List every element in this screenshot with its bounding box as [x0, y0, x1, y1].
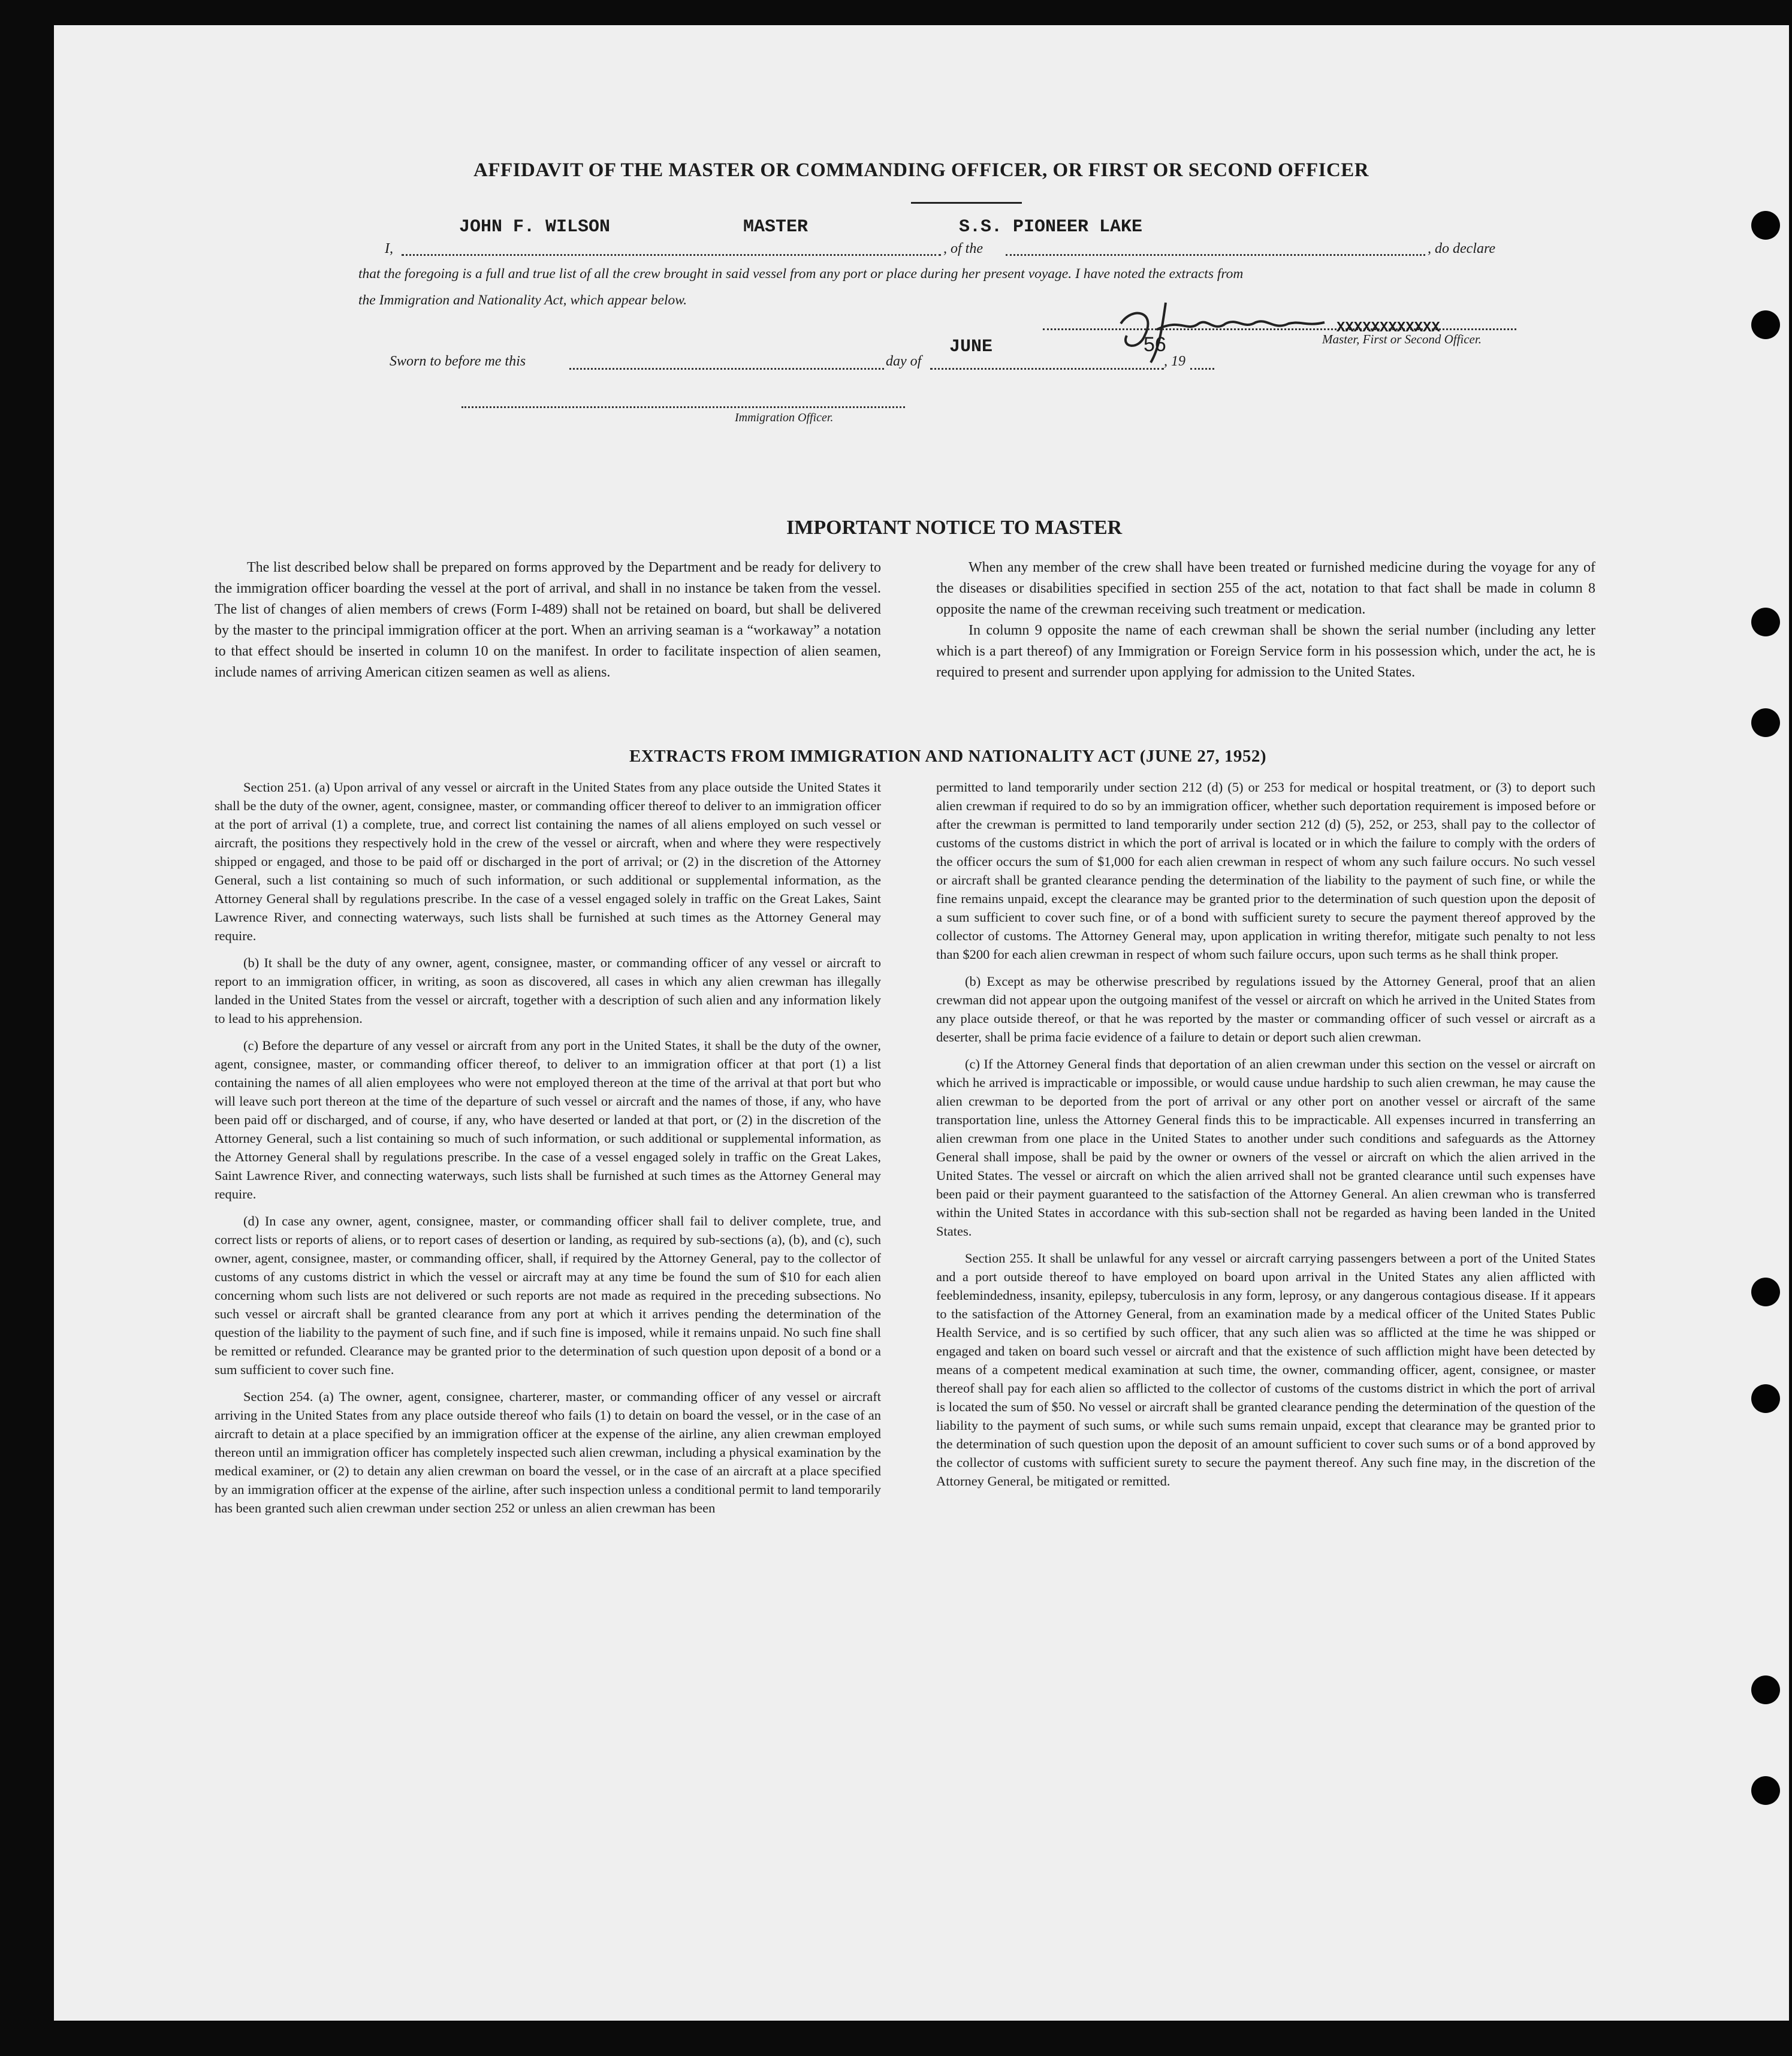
master-rank: MASTER: [743, 217, 808, 237]
notice-right-column: [936, 557, 1595, 683]
master-name: JOHN F. WILSON: [459, 217, 611, 237]
day-of-label: day of: [886, 354, 922, 369]
do-declare-label: , do declare: [1428, 241, 1496, 256]
extract-paragraph: Section 255. It shall be unlawful for any vessel or aircraft carrying passengers between a port of the United States and a port outside thereof to have employed on board upon arrival in the United States any alien afflicted with feeblemindedness, insanity, epilepsy, tuberculosis in any form, leprosy, or any dangerous contagious disease. If it appears to the satisfaction of the Attorney General, from an examination made by a medical officer of the United States Public Health Service, and is so certified by such officer, that any such alien was so afflicted at the time he was shipped or engaged and taken on board such vessel or aircraft and that the existence of such affliction might have been detected by means of a competent medical examination at such time, the owner, commanding officer, agent, consignee, or master thereof shall pay for each alien so afflicted to the collector of customs of the customs district in which the port of arrival is located the sum of $50. No vessel or aircraft shall be granted clearance pending the determination of the question of the liability to the payment of such sums, or while such sums remain unpaid, except that clearance may be granted prior to the determination of such question upon the deposit of an amount sufficient to cover such sums or of a bond approved by the collector of customs with sufficient surety to secure the payment thereof. Any such fine may, in the discretion of the Attorney General, be mitigated or remitted.: [936, 1251, 1595, 1489]
signature-line: [1043, 328, 1516, 330]
sworn-year-line: [1190, 368, 1214, 370]
extract-paragraph: Section 251. (a) Upon arrival of any vessel or aircraft in the United States from any place outside the United States it shall be the duty of the owner, agent, consignee, master, or commanding officer thereof to deliver to an immigration officer at the port of arrival (1) a complete, true, and correct list containing the names of all aliens employed on such vessel or aircraft, the positions they respectively hold in the crew of the vessel or aircraft, when and where they were respectively shipped or engaged, and those to be paid off or discharged in the port of arrival; or (2) in the discretion of the Attorney General, such a list containing so much of such information, or such additional or supplemental information, as the Attorney General shall by regulations prescribe. In the case of a vessel engaged solely in traffic on the Great Lakes, Saint Lawrence River, and connecting waterways, such lists shall be furnished at such times as the Attorney General may require.: [215, 780, 881, 943]
punch-hole: [1751, 708, 1780, 737]
document-page: [54, 25, 1789, 2021]
sworn-month: JUNE: [949, 337, 993, 357]
title-divider: [911, 202, 1022, 204]
notice-right-paragraph-2: In column 9 opposite the name of each crewman shall be shown the serial number (including any letter which is a part thereof) of any Immigration or Foreign Service form in his possession which, under the act, he is required to present and surrender upon applying for admission to the United States.: [936, 623, 1595, 680]
vessel-line: [1006, 254, 1425, 256]
immigration-officer-label: Immigration Officer.: [735, 411, 834, 424]
i-label: I,: [385, 241, 393, 256]
notice-right-paragraph-1: When any member of the crew shall have been treated or furnished medicine during the voyage for any of the diseases or disabilities specified in section 255 of the act, notation to that fact shall be made in column 8 opposite the name of the crewman receiving such treatment or medication.: [936, 560, 1595, 617]
struck-through-text: XXXXXXXXXXXX: [1337, 320, 1440, 336]
extracts-right-column: [936, 778, 1595, 1499]
sworn-day-line: [569, 368, 884, 370]
vessel-name: S.S. PIONEER LAKE: [959, 217, 1143, 237]
punch-hole: [1751, 211, 1780, 240]
officer-title: Master, First or Second Officer.: [1322, 332, 1482, 346]
notice-left-paragraph: The list described below shall be prepared on forms approved by the Department and be ready for delivery to the immigration officer boarding the vessel at the port of arrival, and shall in no instance be taken from the vessel. The list of changes of alien members of crews (Form I-489) shall not be retained on board, but shall be delivered by the master to the principal immigration officer at the port. When an arriving seaman is a “workaway” a notation to that effect should be inserted in column 10 on the manifest. In order to facilitate inspection of alien seamen, include names of arriving American citizen seamen as well as aliens.: [215, 560, 881, 680]
punch-hole: [1751, 310, 1780, 339]
name-line: [402, 254, 941, 256]
notice-left-column: [215, 557, 881, 683]
punch-hole: [1751, 1675, 1780, 1704]
extract-paragraph: (b) Except as may be otherwise prescribed by regulations issued by the Attorney General, proof that an alien crewman did not appear upon the outgoing manifest of the vessel or aircraft on which he arrived in the United States from any place outside thereof, or that he was reported by the master or commanding officer of such vessel or aircraft as a deserter, shall be prima facie evidence of a failure to detain or deport such alien crewman.: [936, 974, 1595, 1044]
extract-paragraph: Section 254. (a) The owner, agent, consignee, charterer, master, or commanding officer of any vessel or aircraft arriving in the United States from any place outside thereof who fails (1) to detain on board the vessel, or in the case of an aircraft to detain at a place specified by an immigration officer at the expense of the airline, any alien crewman employed thereon until an immigration officer has completely inspected such alien crewman, including a physical examination by the medical examiner, or (2) to detain any alien crewman on board the vessel, or in the case of an aircraft at a place specified by an immigration officer at the expense of the airline, after such inspection unless a conditional permit to land temporarily has been granted such alien crewman under section 252 or unless an alien crewman has been: [215, 1389, 881, 1515]
extract-paragraph: permitted to land temporarily under section 212 (d) (5) or 253 for medical or hospital treatment, or (3) to deport such alien crewman if required to do so by an immigration officer, whether such deportation requirement is imposed before or after the crewman is permitted to land temporarily under section 212 (d) (5), 252, or 253, shall pay to the collector of customs of the customs district in which the port of arrival is located or in which the failure to comply with the orders of the officer occurs the sum of $1,000 for each alien crewman in respect of whom any such failure occurs. No such vessel or aircraft shall be granted clearance pending the determination of the liability to the payment of such fine, or while the fine remains unpaid, except the clearance may be granted prior to the determination of such question upon the deposit of a sum sufficient to cover such fine, or of a bond with sufficient surety to secure the payment thereof approved by the collector of customs. The Attorney General may, upon application in writing therefor, mitigate such penalty to not less than $200 for each alien crewman in respect of whom such failure occurs, upon such terms as he shall think proper.: [936, 780, 1595, 962]
punch-hole: [1751, 1278, 1780, 1306]
punch-hole: [1751, 1776, 1780, 1805]
extract-paragraph: (b) It shall be the duty of any owner, agent, consignee, master, or commanding officer of any vessel or aircraft to report to an immigration officer, in writing, as soon as discovered, all cases in which any alien crewman has illegally landed in the United States from the vessel or aircraft, together with a description of such alien and any information likely to lead to his apprehension.: [215, 955, 881, 1026]
declaration-line-2: the Immigration and Nationality Act, which appear below.: [358, 292, 687, 308]
extract-paragraph: (c) If the Attorney General finds that deportation of an alien crewman under this section on the vessel or aircraft on which he arrived is impracticable or impossible, or would cause undue hardship to such alien crewman, he may cause the alien crewman to be deported from the port of arrival or any other port on another vessel or aircraft of the same transportation line, unless the Attorney General finds this to be impracticable. All expenses incurred in transferring an alien crewman from one place in the United States to another under such conditions and safeguards as the Attorney General shall impose, shall be paid by the owner or owners of the vessel or aircraft on which the alien arrived in the United States. The vessel or aircraft on which the alien arrived shall not be granted clearance until such expenses have been paid or their payment guaranteed to the satisfaction of the Attorney General. An alien crewman who is transferred within the United States in accordance with this sub-section shall not be regarded as having been landed in the United States.: [936, 1056, 1595, 1239]
extracts-left-column: [215, 778, 881, 1526]
affidavit-title: AFFIDAVIT OF THE MASTER OR COMMANDING OFFICER, OR FIRST OR SECOND OFFICER: [473, 159, 1369, 181]
extract-paragraph: (c) Before the departure of any vessel or aircraft from any port in the United States, it shall be the duty of the owner, agent, consignee, master, or commanding officer thereof, to deliver to an immigration officer at that port (1) a list containing the names of all alien employees who were not employed thereon at the time of the arrival at that port but who will leave such port thereon at the time of the departure of such vessel or aircraft and the names of those, if any, who have been paid off or discharged, and of course, if any, who have deserted or landed at that port, or (2) in the discretion of the Attorney General, such a list containing so much of such information, or such additional or supplemental information, as the Attorney General shall by regulations prescribe. In the case of a vessel engaged solely in traffic on the Great Lakes, Saint Lawrence River, and connecting waterways, such lists shall be furnished at such times as the Attorney General may require.: [215, 1038, 881, 1201]
extract-paragraph: (d) In case any owner, agent, consignee, master, or commanding officer shall fail to deliver complete, true, and correct lists or reports of aliens, or to report cases of desertion or landing, as required by sub-sections (a), (b), and (c), such owner, agent, consignee, master, or commanding officer, shall, if required by the Attorney General, pay to the collector of customs of any customs district in which the vessel or aircraft may at any time be found the sum of $10 for each alien concerning whom such lists are not delivered or such reports are not made as required in the preceding subsections. No such vessel or aircraft shall be granted clearance from any port at which it arrives pending the determination of the question of the liability to the payment of such fine, and if such fine is imposed, while it remains unpaid. No such fine shall be remitted or refunded. Clearance may be granted prior to the determination of such question upon deposit of a bond or a sum sufficient to cover such fine.: [215, 1213, 881, 1377]
punch-hole: [1751, 1384, 1780, 1413]
immigration-officer-line: [461, 406, 905, 408]
sworn-month-line: [930, 368, 1164, 370]
extracts-title: EXTRACTS FROM IMMIGRATION AND NATIONALITY ACT (JUNE 27, 1952): [629, 747, 1267, 766]
sworn-label: Sworn to before me this: [390, 354, 526, 369]
nineteen-label: , 19: [1164, 354, 1185, 369]
master-signature: [1109, 300, 1337, 366]
punch-hole: [1751, 608, 1780, 636]
declaration-line-1: that the foregoing is a full and true list of all the crew brought in said vessel from any port or place during her present voyage. I have noted the extracts from: [358, 266, 1244, 282]
notice-title: IMPORTANT NOTICE TO MASTER: [786, 517, 1123, 539]
sworn-year: 56: [1144, 333, 1166, 356]
of-the-label: , of the: [943, 241, 983, 256]
